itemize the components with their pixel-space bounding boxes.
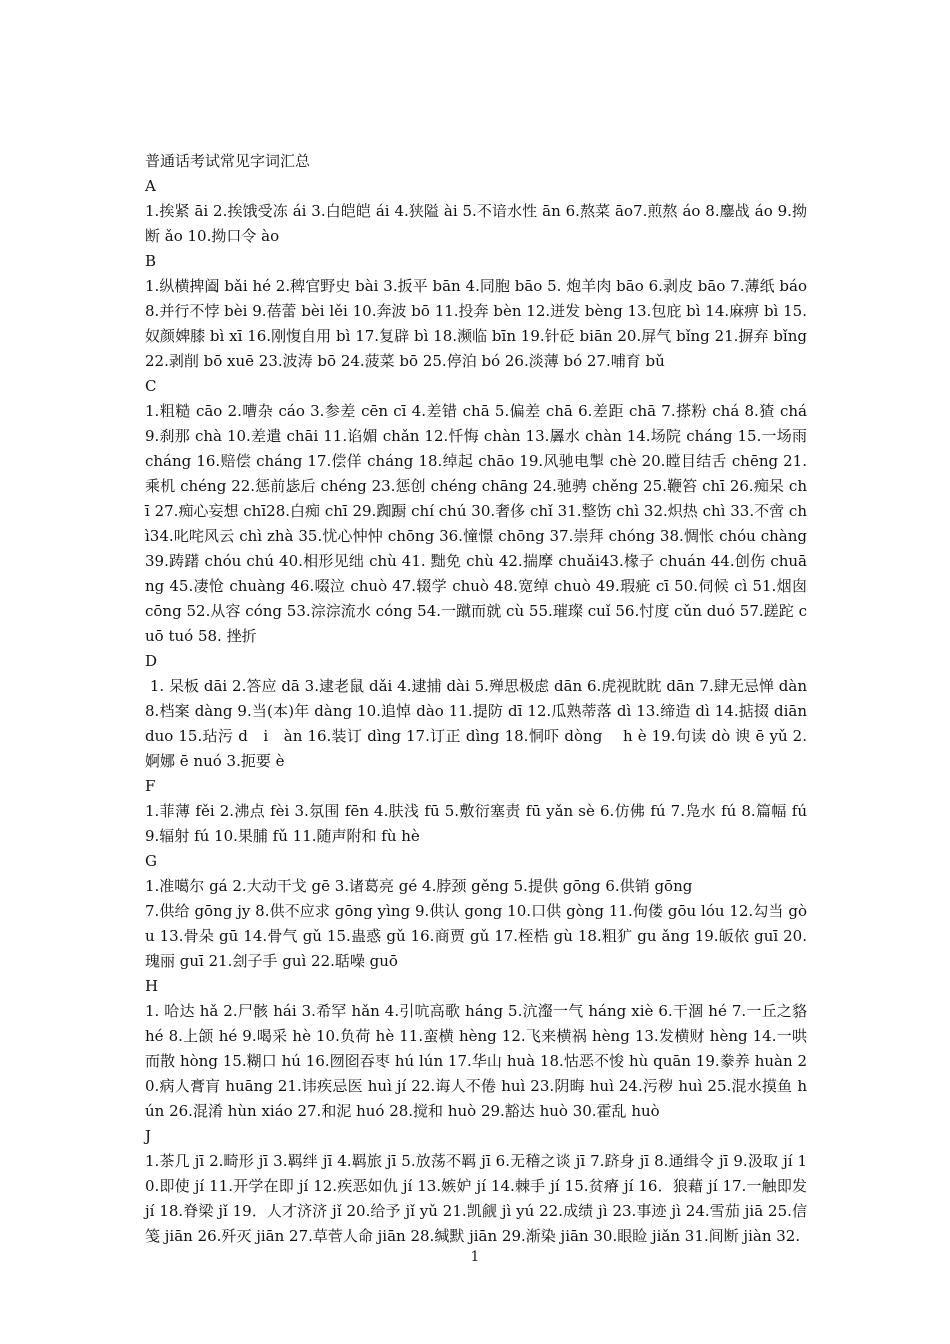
page-number: 1 <box>470 1249 480 1265</box>
section-heading-b: B <box>145 252 157 270</box>
section-heading-d: D <box>145 652 158 670</box>
section-text-f: 1.菲薄 fěi 2.沸点 fèi 3.氛围 fēn 4.肤浅 fū 5.敷衍塞责 fū yǎn sè 6.仿佛 fú 7.凫水 fú 8.篇幅 fú 9.辐射 fú 10.果脯 fǔ 11.随声附和 fù hè <box>145 802 807 845</box>
section-text-a: 1.挨紧 āi 2.挨饿受冻 ái 3.白皑皑 ái 4.狭隘 ài 5.不谙水性 ān 6.熬菜 āo7.煎熬 áo 8.鏖战 áo 9.拗断 ǎo 10.拗口令 ào <box>145 202 807 245</box>
section-heading-j: J <box>145 1127 152 1145</box>
section-heading-c: C <box>145 377 157 395</box>
section-text-h: 1. 哈达 hǎ 2.尸骸 hái 3.希罕 hǎn 4.引吭高歌 háng 5.沆瀣一气 háng xiè 6.干涸 hé 7.一丘之貉 hé 8.上颌 hé 9.喝采 hè 10.负荷 hè 11.蛮横 hèng 12.飞来横祸 hèng 13.发横财 hèng 14.一哄而散 hòng 15.糊口 hú 16.囫囵吞枣 hú lún 17.华山 huà 18.怙恶不悛 hù quān 19.豢养 huàn 20.病人膏肓 huāng 21.讳疾忌医 huì jí 22.诲人不倦 huì 23.阴晦 huì 24.污秽 huì 25.混水摸鱼 hún 26.混淆 hùn xiáo 27.和泥 huó 28.搅和 huò 29.豁达 huò 30.霍乱 huò <box>145 1002 807 1120</box>
section-heading-h: H <box>145 977 159 995</box>
section-text-c: 1.粗糙 cāo 2.嘈杂 cáo 3.参差 cēn cī 4.差错 chā 5.偏差 chā 6.差距 chā 7.搽粉 chá 8.猹 chá 9.刹那 chà 10.差遣 chāi 11.谄媚 chǎn 12.忏悔 chàn 13.羼水 chàn 14.场院 cháng 15.一场雨 cháng 16.赔偿 cháng 17.偿佯 cháng 18.绰起 chāo 19.风驰电掣 chè 20.瞠目结舌 chēng 21.乘机 chéng 22.惩前毖后 chéng 23.惩创 chéng chāng 24.驰骋 chěng 25.鞭笞 chī 26.痴呆 chī 27.痴心妄想 chī28.白痴 chī 29.踟蹰 chí chú 30.奢侈 chǐ 31.整饬 chì 32.炽热 chì 33.不啻 chì34.叱咤风云 chì zhà 35.忧心忡忡 chōng 36.憧憬 chōng 37.崇拜 chóng 38.惆怅 chóu chàng 39.踌躇 chóu chú 40.相形见绌 chù 41. 黜免 chù 42.揣摩 chuǎi43.椽子 chuán 44.创伤 chuāng 45.凄怆 chuàng 46.啜泣 chuò 47.辍学 chuò 48.宽绰 chuò 49.瑕疵 cī 50.伺候 cì 51.烟囱 cōng 52.从容 cóng 53.淙淙流水 cóng 54.一蹴而就 cù 55.璀璨 cuǐ 56.忖度 cǔn duó 57.蹉跎 cuō tuó 58. 挫折 <box>145 402 807 645</box>
section-text-j: 1.茶几 jī 2.畸形 jī 3.羁绊 jī 4.羁旅 jī 5.放荡不羁 jī 6.无稽之谈 jī 7.跻身 jī 8.通缉令 jī 9.汲取 jí 10.即使 jí 11.开学在即 jí 12.疾恶如仇 jí 13.嫉妒 jí 14.棘手 jí 15.贫瘠 jí 16．狼藉 jí 17.一触即发 jí 18.脊梁 jǐ 19．人才济济 jǐ 20.给予 jǐ yǔ 21.凯觎 jì yú 22.成绩 jì 23.事迹 jì 24.雪茄 jiā 25.信笺 jiān 26.歼灭 jiān 27.草菅人命 jiān 28.缄默 jiān 29.渐染 jiān 30.眼睑 jiǎn 31.间断 jiàn 32. <box>145 1152 807 1245</box>
section-text-g-line2: 7.供给 gōng jy 8.供不应求 gōng yìng 9.供认 gong 10.口供 gòng 11.佝偻 gōu lóu 12.勾当 gòu 13.骨朵 gū 14.骨气 gǔ 15.蛊惑 gǔ 16.商贾 gǔ 17.桎梏 gù 18.粗犷 gu ǎng 19.皈依 guī 20.瑰丽 guī 21.刽子手 guì 22.聒噪 guō <box>145 902 807 970</box>
document-body <box>145 149 812 1249</box>
section-heading-f: F <box>145 777 156 795</box>
section-text-b: 1.纵横捭阖 bǎi hé 2.稗官野史 bài 3.扳平 bān 4.同胞 bāo 5. 炮羊肉 bāo 6.剥皮 bāo 7.薄纸 báo 8.并行不悖 bèi 9.蓓蕾 bèi lěi 10.奔波 bō 11.投奔 bèn 12.迸发 bèng 13.包庇 bì 14.麻痹 bì 15.奴颜婢膝 bì xī 16.刚愎自用 bì 17.复辟 bì 18.濒临 bīn 19.针砭 biān 20.屏气 bǐng 21.摒弃 bǐng22.剥削 bō xuē 23.波涛 bō 24.菠菜 bō 25.停泊 bó 26.淡薄 bó 27.哺育 bǔ <box>145 277 807 370</box>
section-heading-a: A <box>145 177 156 195</box>
section-heading-g: G <box>145 852 157 870</box>
document-title: 普通话考试常见字词汇总 <box>145 152 311 170</box>
section-text-g-line1: 1.准噶尔 gá 2.大动干戈 gē 3.诸葛亮 gé 4.脖颈 gěng 5.提供 gōng 6.供销 gōng <box>145 877 693 895</box>
section-text-d: 1. 呆板 dāi 2.答应 dā 3.逮老鼠 dǎi 4.逮捕 dài 5.殚思极虑 dān 6.虎视眈眈 dān 7.肆无忌惮 dàn 8.档案 dàng 9.当(本)年 dàng 10.追悼 dào 11.提防 dī 12.瓜熟蒂落 dì 13.缔造 dì 14.掂掇 diān duo 15.玷污 d i àn 16.装订 dìng 17.订正 dìng 18.恫吓 dòng h è 19.句读 dò 谀 ē yǔ 2.婀娜 ē nuó 3.扼要 è <box>145 677 812 770</box>
